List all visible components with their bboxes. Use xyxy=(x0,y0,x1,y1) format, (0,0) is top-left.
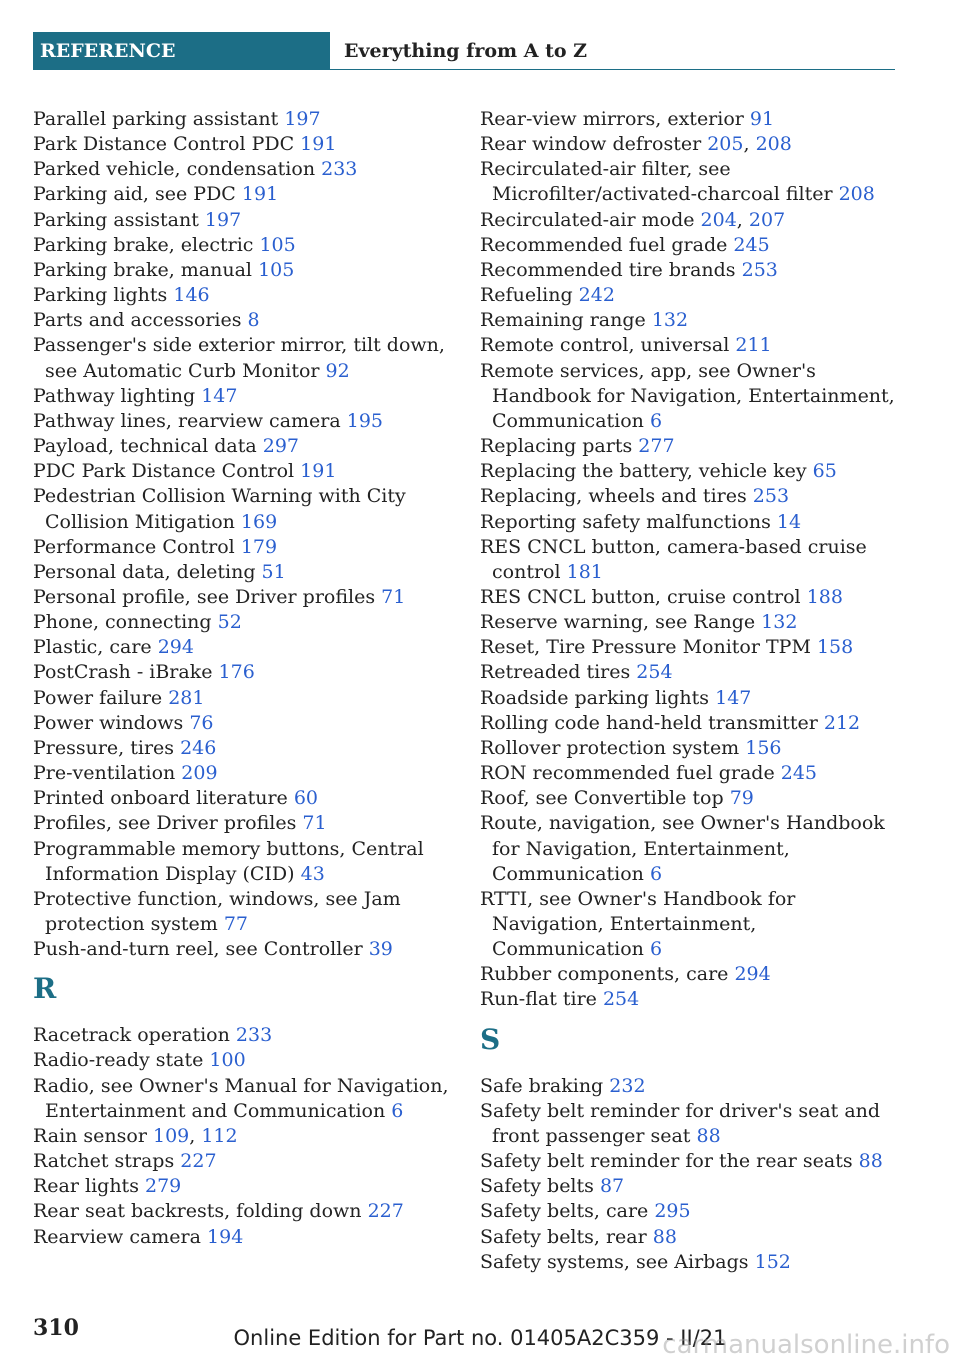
index-entry xyxy=(33,384,453,409)
entry-term: Reporting safety malfunctions xyxy=(480,510,771,533)
page-reference-link[interactable]: 87 xyxy=(599,1175,625,1198)
entry-term: Safety belt reminder for the rear seats xyxy=(480,1150,853,1173)
index-entry xyxy=(33,1074,453,1124)
index-entry xyxy=(480,962,900,987)
entry-term: Parking lights xyxy=(33,284,168,307)
page-reference-link[interactable]: 109 xyxy=(152,1124,190,1147)
page-reference-link[interactable]: 204 xyxy=(700,208,737,231)
page-reference-link[interactable]: 147 xyxy=(201,384,238,407)
page-reference-link[interactable]: 132 xyxy=(651,309,689,332)
page-reference-link[interactable]: 194 xyxy=(207,1225,244,1248)
index-entry xyxy=(33,157,453,182)
index-entry xyxy=(480,258,900,283)
entry-term: Replacing parts xyxy=(480,435,633,458)
page-reference-link[interactable]: 91 xyxy=(749,108,775,130)
entry-term: Profiles, see Driver profiles xyxy=(33,812,297,835)
entry-term: Pathway lighting xyxy=(33,384,196,407)
index-entry xyxy=(480,811,900,886)
entry-term: Personal data, deleting xyxy=(33,560,256,583)
entry-term: Roof, see Convertible top xyxy=(480,787,724,810)
index-entry xyxy=(480,333,900,358)
page-reference-link[interactable]: 88 xyxy=(696,1124,721,1147)
entry-term: Protective function, windows, see Jam protection system xyxy=(33,887,401,935)
page-reference-link[interactable]: 212 xyxy=(823,711,861,734)
index-entry xyxy=(480,484,900,509)
entry-term: Radio-ready state xyxy=(33,1049,204,1072)
entry-term: Route, navigation, see Owner's Handbook for Navigation, Entertainment, Communication xyxy=(480,812,885,885)
index-entry xyxy=(480,761,900,786)
index-entry xyxy=(480,711,900,736)
entry-term: RES CNCL button, cruise control xyxy=(480,585,801,608)
index-entry xyxy=(480,736,900,761)
index-entry xyxy=(480,510,900,535)
index-entry xyxy=(480,1149,900,1174)
entry-term: Pre-ventilation xyxy=(33,762,176,785)
page-header xyxy=(33,32,895,70)
entry-term: RTTI, see Owner's Handbook for Navigation, Entertainment, Communication xyxy=(480,887,796,961)
entry-term: Rear window defroster xyxy=(480,133,702,156)
entry-term: PDC Park Distance Control xyxy=(33,460,295,483)
index-entry xyxy=(33,283,453,308)
section-tab: REFERENCE xyxy=(33,32,330,70)
index-entry xyxy=(33,258,453,283)
index-entry xyxy=(33,535,453,560)
index-column-right xyxy=(480,107,900,1275)
page-reference-link[interactable]: 254 xyxy=(602,988,640,1011)
page-reference-link[interactable]: 158 xyxy=(816,636,854,659)
entry-term: PostCrash - iBrake xyxy=(33,661,213,684)
page-reference-link[interactable]: 71 xyxy=(381,585,406,608)
page-reference-link[interactable]: 6 xyxy=(649,938,663,961)
entry-term: RES CNCL button, camera-based cruise control xyxy=(480,535,867,583)
page-reference-link[interactable]: 211 xyxy=(735,334,772,357)
page-reference-link[interactable]: 100 xyxy=(209,1049,246,1072)
index-entry xyxy=(480,233,900,258)
entry-term: Reserve warning, see Range xyxy=(480,611,756,634)
page-reference-link[interactable]: 181 xyxy=(566,560,603,583)
page-reference-link[interactable]: 6 xyxy=(391,1099,404,1122)
page-reference-link[interactable]: 254 xyxy=(636,661,673,684)
entry-term: Programmable memory buttons, Central Information Display (CID) xyxy=(33,837,424,885)
index-entry xyxy=(33,1174,453,1199)
entry-term: Remote control, universal xyxy=(480,334,730,357)
page-reference-link[interactable]: 188 xyxy=(806,585,843,608)
page-reference-link[interactable]: 51 xyxy=(261,560,286,583)
index-entry xyxy=(33,711,453,736)
entry-term: Pedestrian Collision Warning with City Collision Mitigation xyxy=(33,485,406,533)
entry-term: RON recommended fuel grade xyxy=(480,762,775,785)
index-entry xyxy=(33,409,453,434)
entry-term: Park Distance Control PDC xyxy=(33,133,295,156)
index-entry xyxy=(480,1225,900,1250)
index-entry xyxy=(33,887,453,937)
index-entry xyxy=(33,635,453,660)
page-reference-link[interactable]: 294 xyxy=(157,636,194,659)
page-reference-link[interactable]: 227 xyxy=(180,1150,217,1173)
entry-term: Run-flat tire xyxy=(480,988,597,1011)
index-entry xyxy=(33,308,453,333)
index-entry xyxy=(480,1174,900,1199)
page-reference-link[interactable]: 205 xyxy=(707,133,744,156)
page-reference-link[interactable]: 233 xyxy=(235,1024,273,1047)
entry-term: Parked vehicle, condensation xyxy=(33,158,316,181)
page-reference-link[interactable]: 242 xyxy=(578,284,615,307)
entry-term: Replacing, wheels and tires xyxy=(480,485,747,508)
index-entry xyxy=(33,107,453,132)
page-reference-link[interactable]: 77 xyxy=(223,913,248,935)
page-reference-link[interactable]: 39 xyxy=(368,938,393,961)
entry-term: Remote services, app, see Owner's Handbook for Navigation, Entertainment, Communication xyxy=(480,359,895,432)
index-entry xyxy=(33,132,453,157)
page-reference-link[interactable]: 191 xyxy=(300,460,337,483)
entry-term: Personal profile, see Driver profiles xyxy=(33,585,376,608)
index-entry xyxy=(480,308,900,333)
page-reference-link[interactable]: 295 xyxy=(654,1200,691,1223)
entry-term: Rear seat backrests, folding down xyxy=(33,1200,362,1223)
index-entry xyxy=(33,937,453,962)
index-entry xyxy=(480,610,900,635)
page-reference-link[interactable]: 245 xyxy=(780,762,817,785)
index-entry xyxy=(33,660,453,685)
page-reference-link[interactable]: 79 xyxy=(729,787,754,810)
entry-term: Radio, see Owner's Manual for Navigation, Entertainment and Communication xyxy=(33,1074,449,1122)
page-reference-link[interactable]: 8 xyxy=(247,309,260,332)
entry-term: Rearview camera xyxy=(33,1225,201,1248)
page-reference-link[interactable]: 6 xyxy=(649,409,663,432)
index-column-left xyxy=(33,107,453,1250)
index-entry xyxy=(33,585,453,610)
index-entry xyxy=(480,1074,900,1099)
index-entry xyxy=(480,635,900,660)
entry-term: Racetrack operation xyxy=(33,1024,230,1047)
page-reference-link[interactable]: 156 xyxy=(745,736,782,759)
page-reference-link[interactable]: 208 xyxy=(755,133,792,156)
page-reference-link[interactable]: 88 xyxy=(858,1150,883,1173)
entry-term: Retreaded tires xyxy=(480,661,631,684)
index-entry xyxy=(33,811,453,836)
index-entry xyxy=(33,208,453,233)
page-title: Everything from A to Z xyxy=(330,32,895,70)
index-entry xyxy=(33,459,453,484)
page-reference-link[interactable]: 14 xyxy=(776,510,802,533)
edition-footer: Online Edition for Part no. 01405A2C359 - II/21 xyxy=(233,1326,727,1350)
index-entry xyxy=(480,107,900,132)
page-reference-link[interactable]: 281 xyxy=(168,686,205,709)
page-reference-link[interactable]: 195 xyxy=(346,409,384,432)
index-entry: Recirculated-air mode 204, 207 xyxy=(480,208,786,231)
entry-term: Pressure, tires xyxy=(33,736,175,759)
entry-term: Safety belt reminder for driver's seat and front passenger seat xyxy=(480,1099,881,1147)
page-reference-link[interactable]: 191 xyxy=(241,183,279,206)
entry-term: Pathway lines, rearview camera xyxy=(33,409,341,432)
index-entry xyxy=(33,560,453,585)
index-entry xyxy=(480,1099,900,1149)
index-entry: Rain sensor 109, 112 xyxy=(33,1124,238,1147)
entry-term: Rolling code hand-held transmitter xyxy=(480,711,818,734)
index-entry xyxy=(480,535,900,585)
page-reference-link[interactable]: 179 xyxy=(240,535,278,558)
page-reference-link[interactable]: 43 xyxy=(300,862,325,885)
entry-term: Push-and-turn reel, see Controller xyxy=(33,938,363,961)
index-entry xyxy=(33,1199,453,1224)
index-entry xyxy=(480,887,900,962)
page-reference-link[interactable]: 112 xyxy=(201,1124,238,1147)
page-reference-link[interactable]: 253 xyxy=(741,258,778,281)
page-reference-link[interactable]: 297 xyxy=(262,435,299,458)
index-entry xyxy=(33,1023,453,1048)
page-reference-link[interactable]: 176 xyxy=(218,661,255,684)
entry-term: Safety belts, care xyxy=(480,1200,649,1223)
watermark: carmanualsonline.info xyxy=(662,1330,950,1360)
page-reference-link[interactable]: 52 xyxy=(217,611,242,634)
entry-term: Rear lights xyxy=(33,1175,139,1198)
page-reference-link[interactable]: 146 xyxy=(173,284,210,307)
index-entry xyxy=(480,459,900,484)
index-entry xyxy=(480,585,900,610)
page-reference-link[interactable]: 208 xyxy=(838,183,875,206)
page-reference-link[interactable]: 60 xyxy=(293,787,319,810)
entry-term: Refueling xyxy=(480,284,573,307)
entry-term: Parking brake, electric xyxy=(33,233,254,256)
index-entry xyxy=(480,283,900,308)
page-reference-link[interactable]: 169 xyxy=(240,510,278,533)
entry-term: Plastic, care xyxy=(33,636,152,659)
page-reference-link[interactable]: 227 xyxy=(367,1200,404,1223)
index-entry xyxy=(33,233,453,258)
page-reference-link[interactable]: 245 xyxy=(733,233,770,256)
index-entry: Rear window defroster 205, 208 xyxy=(480,133,792,156)
page-reference-link[interactable]: 65 xyxy=(812,460,837,483)
page-reference-link[interactable]: 197 xyxy=(204,208,242,231)
entry-term: Ratchet straps xyxy=(33,1150,175,1173)
page-reference-link[interactable]: 71 xyxy=(302,812,327,835)
entry-term: Remaining range xyxy=(480,309,646,332)
entry-term: Safety systems, see Airbags xyxy=(480,1250,749,1273)
index-entry xyxy=(33,484,453,534)
entry-term: Reset, Tire Pressure Monitor TPM xyxy=(480,636,811,659)
entry-term: Rollover protection system xyxy=(480,736,740,759)
page-reference-link[interactable]: 232 xyxy=(609,1074,646,1097)
entry-term: Parking aid, see PDC xyxy=(33,183,236,206)
page-reference-link[interactable]: 233 xyxy=(321,158,358,181)
page-reference-link[interactable]: 76 xyxy=(189,711,214,734)
index-entry xyxy=(33,686,453,711)
page-reference-link[interactable]: 294 xyxy=(734,963,771,986)
entry-term: Rain sensor xyxy=(33,1124,147,1147)
entry-term: Parallel parking assistant xyxy=(33,108,279,130)
index-entry xyxy=(480,359,900,434)
page-reference-link[interactable]: 6 xyxy=(649,862,663,885)
entry-term: Parts and accessories xyxy=(33,309,242,332)
section-letter: S xyxy=(480,1022,501,1056)
page-reference-link[interactable]: 132 xyxy=(761,611,798,634)
index-entry xyxy=(33,837,453,887)
entry-term: Recommended tire brands xyxy=(480,258,736,281)
page-reference-link[interactable]: 246 xyxy=(180,736,217,759)
entry-term: Rubber components, care xyxy=(480,963,729,986)
page-reference-link[interactable]: 253 xyxy=(752,485,790,508)
page-reference-link[interactable]: 191 xyxy=(300,133,337,156)
page-reference-link[interactable]: 92 xyxy=(325,359,350,382)
index-entry xyxy=(33,736,453,761)
entry-term: Power failure xyxy=(33,686,163,709)
entry-term: Recirculated-air mode xyxy=(480,208,695,231)
entry-term: Power windows xyxy=(33,711,184,734)
index-entry xyxy=(480,157,900,207)
index-entry xyxy=(33,1149,453,1174)
page-reference-link[interactable]: 152 xyxy=(754,1250,791,1273)
entry-term: Passenger's side exterior mirror, tilt down, see Automatic Curb Monitor xyxy=(33,334,445,382)
entry-term: Safe braking xyxy=(480,1074,604,1097)
page-reference-link[interactable]: 105 xyxy=(258,258,295,281)
entry-term: Parking brake, manual xyxy=(33,258,253,281)
page-reference-link[interactable]: 277 xyxy=(638,435,675,458)
page-reference-link[interactable]: 147 xyxy=(715,686,752,709)
entry-term: Phone, connecting xyxy=(33,611,212,634)
section-letter: R xyxy=(33,972,57,1006)
entry-term: Replacing the battery, vehicle key xyxy=(480,460,807,483)
page-reference-link[interactable]: 207 xyxy=(748,208,786,231)
entry-term: Safety belts xyxy=(480,1175,594,1198)
entry-term: Parking assistant xyxy=(33,208,199,231)
page-reference-link[interactable]: 88 xyxy=(652,1225,677,1248)
index-entry xyxy=(33,610,453,635)
index-entry xyxy=(33,434,453,459)
index-entry xyxy=(480,660,900,685)
entry-term: Safety belts, rear xyxy=(480,1225,647,1248)
index-entry xyxy=(33,182,453,207)
page-reference-link[interactable]: 279 xyxy=(145,1175,182,1198)
index-entry xyxy=(480,1250,900,1275)
index-entry xyxy=(480,987,900,1012)
entry-term: Rear-view mirrors, exterior xyxy=(480,108,744,130)
entry-term: Recommended fuel grade xyxy=(480,233,728,256)
index-entry xyxy=(480,686,900,711)
index-entry xyxy=(33,761,453,786)
page-reference-link[interactable]: 209 xyxy=(181,762,218,785)
index-entry xyxy=(480,1199,900,1224)
index-entry xyxy=(480,786,900,811)
entry-term: Recirculated-air filter, see Microfilter/activated-charcoal filter xyxy=(480,158,833,206)
entry-term: Payload, technical data xyxy=(33,435,257,458)
page-reference-link[interactable]: 105 xyxy=(259,233,296,256)
index-entry xyxy=(33,786,453,811)
entry-term: Performance Control xyxy=(33,535,235,558)
index-entry xyxy=(33,1225,453,1250)
index-entry xyxy=(33,333,453,383)
index-entry xyxy=(480,434,900,459)
entry-term: Printed onboard literature xyxy=(33,787,288,810)
page-number: 310 xyxy=(33,1315,79,1341)
index-entry xyxy=(33,1048,453,1073)
entry-term: Roadside parking lights xyxy=(480,686,710,709)
page-reference-link[interactable]: 197 xyxy=(284,108,321,130)
